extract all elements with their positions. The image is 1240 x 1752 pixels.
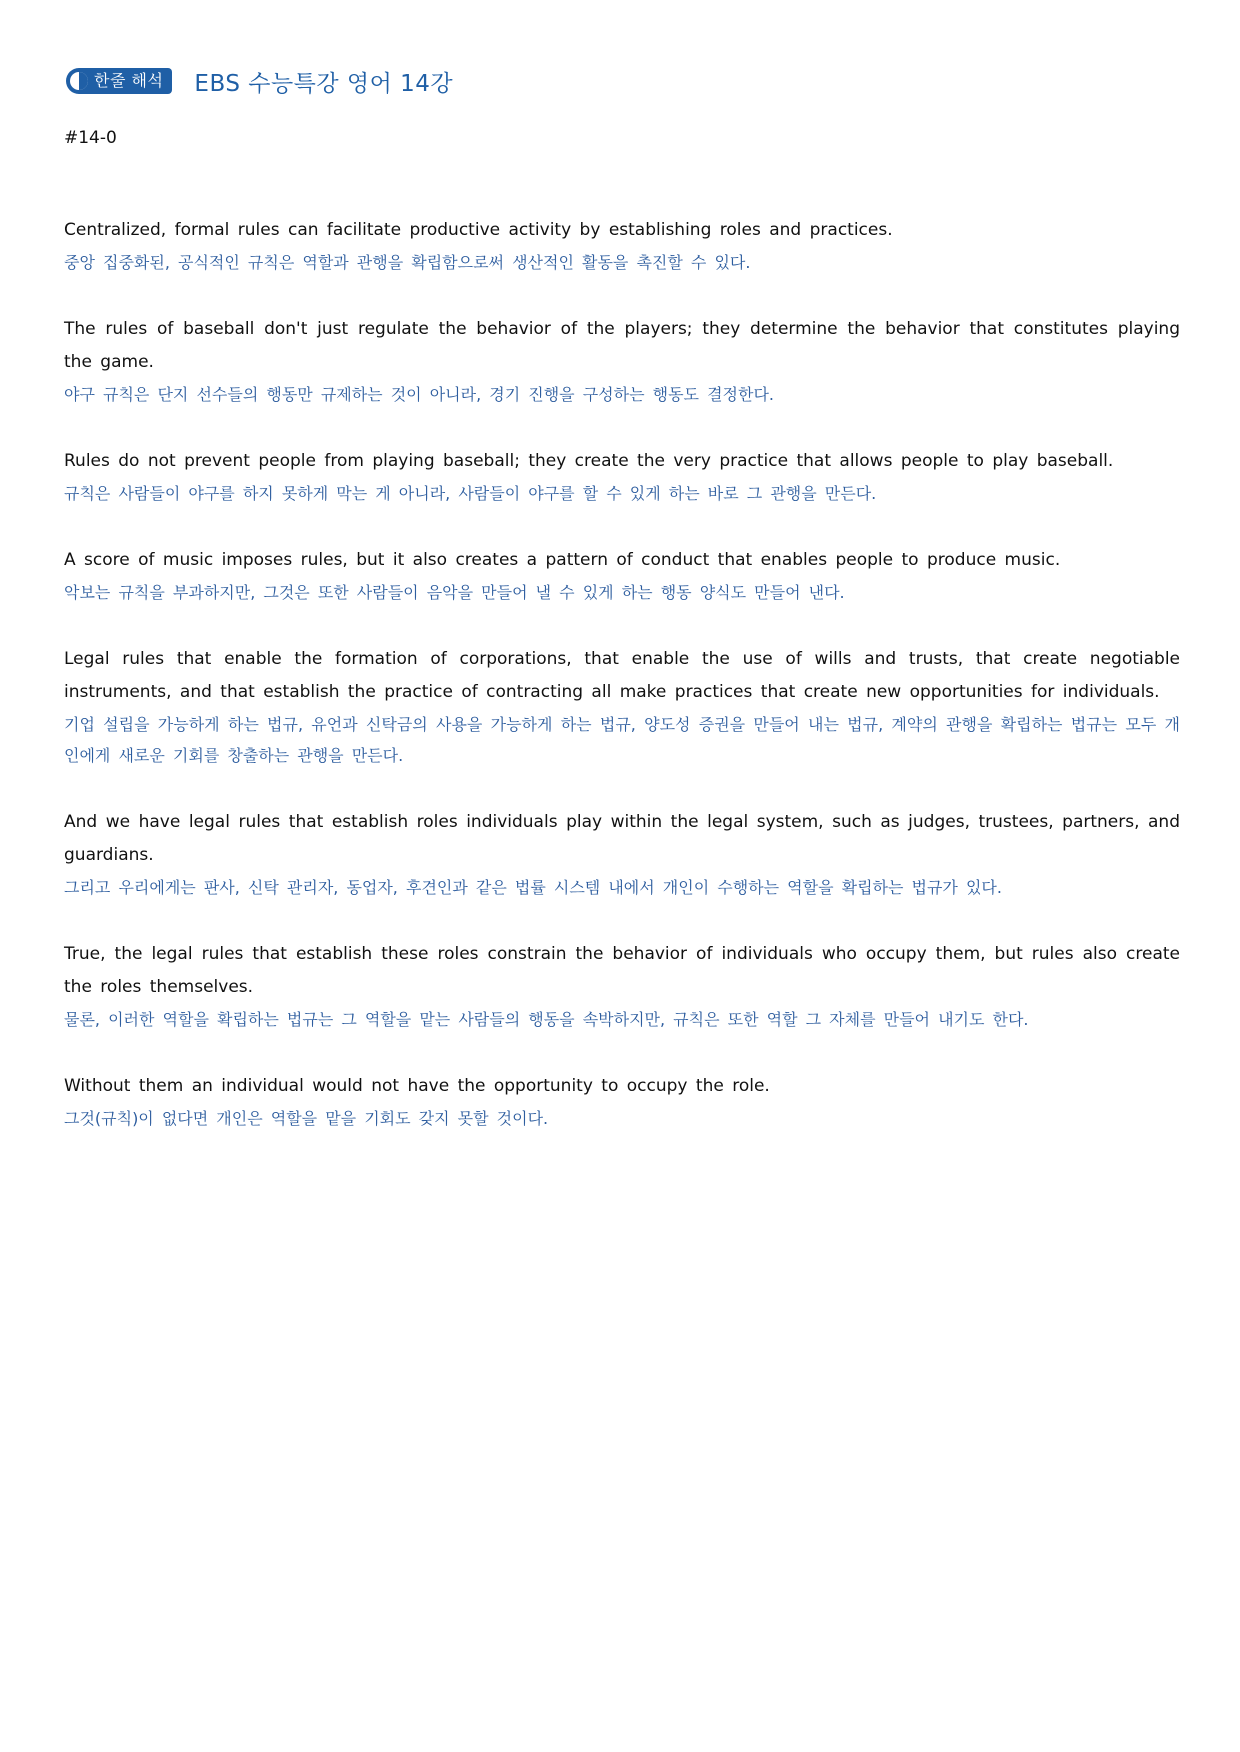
- korean-translation: 중앙 집중화된, 공식적인 규칙은 역할과 관행을 확립함으로써 생산적인 활동을 촉진할 수 있다.: [64, 253, 751, 272]
- section-badge: [66, 68, 172, 94]
- korean-translation: 악보는 규칙을 부과하지만, 그것은 또한 사람들이 음악을 만들어 낼 수 있게 하는 행동 양식도 만들어 낸다.: [64, 583, 845, 602]
- korean-translation: 그것(규칙)이 없다면 개인은 역할을 맡을 기회도 갖지 못할 것이다.: [64, 1109, 549, 1128]
- translation-list: [64, 214, 1180, 1169]
- korean-translation: 야구 규칙은 단지 선수들의 행동만 규제하는 것이 아니라, 경기 진행을 구성하는 행동도 결정한다.: [64, 385, 774, 404]
- sentence-pair: [64, 544, 1180, 608]
- korean-translation: 그리고 우리에게는 판사, 신탁 관리자, 동업자, 후견인과 같은 법률 시스템 내에서 개인이 수행하는 역할을 확립하는 법규가 있다.: [64, 878, 1002, 897]
- english-sentence: Rules do not prevent people from playing baseball; they create the very practice that allows people to play baseball.: [64, 451, 1114, 471]
- english-sentence: True, the legal rules that establish these roles constrain the behavior of individuals who occupy them, but rules also create the roles themselves.: [64, 944, 1180, 997]
- english-sentence: A score of music imposes rules, but it also creates a pattern of conduct that enables people to produce music.: [64, 550, 1061, 570]
- english-sentence: Legal rules that enable the formation of corporations, that enable the use of wills and trusts, that create negotiable instruments, and that establish the practice of contracting all make practices that create new opportunities for individuals.: [64, 649, 1180, 702]
- sentence-pair: [64, 643, 1180, 771]
- document-header: [66, 66, 453, 96]
- korean-translation: 규칙은 사람들이 야구를 하지 못하게 막는 게 아니라, 사람들이 야구를 할 수 있게 하는 바로 그 관행을 만든다.: [64, 484, 877, 503]
- sentence-pair: [64, 806, 1180, 903]
- sentence-pair: [64, 313, 1180, 410]
- english-sentence: And we have legal rules that establish roles individuals play within the legal system, such as judges, trustees, partners, and guardians.: [64, 812, 1180, 865]
- sentence-pair: [64, 938, 1180, 1035]
- english-sentence: Centralized, formal rules can facilitate productive activity by establishing roles and practices.: [64, 220, 893, 240]
- english-sentence: The rules of baseball don't just regulate the behavior of the players; they determine the behavior that constitutes playing the game.: [64, 319, 1180, 372]
- half-circle-icon: [70, 72, 88, 90]
- korean-translation: 기업 설립을 가능하게 하는 법규, 유언과 신탁금의 사용을 가능하게 하는 법규, 양도성 증권을 만들어 내는 법규, 계약의 관행을 확립하는 법규는 모두 개인에게 새로운 기회를 창출하는 관행을 만든다.: [64, 715, 1180, 765]
- lesson-number: #14-0: [64, 128, 117, 148]
- badge-label: 한줄 해석: [94, 71, 164, 90]
- sentence-pair: [64, 214, 1180, 278]
- english-sentence: Without them an individual would not have the opportunity to occupy the role.: [64, 1076, 770, 1096]
- document-title: EBS 수능특강 영어 14강: [194, 70, 454, 97]
- korean-translation: 물론, 이러한 역할을 확립하는 법규는 그 역할을 맡는 사람들의 행동을 속박하지만, 규칙은 또한 역할 그 자체를 만들어 내기도 한다.: [64, 1010, 1029, 1029]
- sentence-pair: [64, 1070, 1180, 1134]
- sentence-pair: [64, 445, 1180, 509]
